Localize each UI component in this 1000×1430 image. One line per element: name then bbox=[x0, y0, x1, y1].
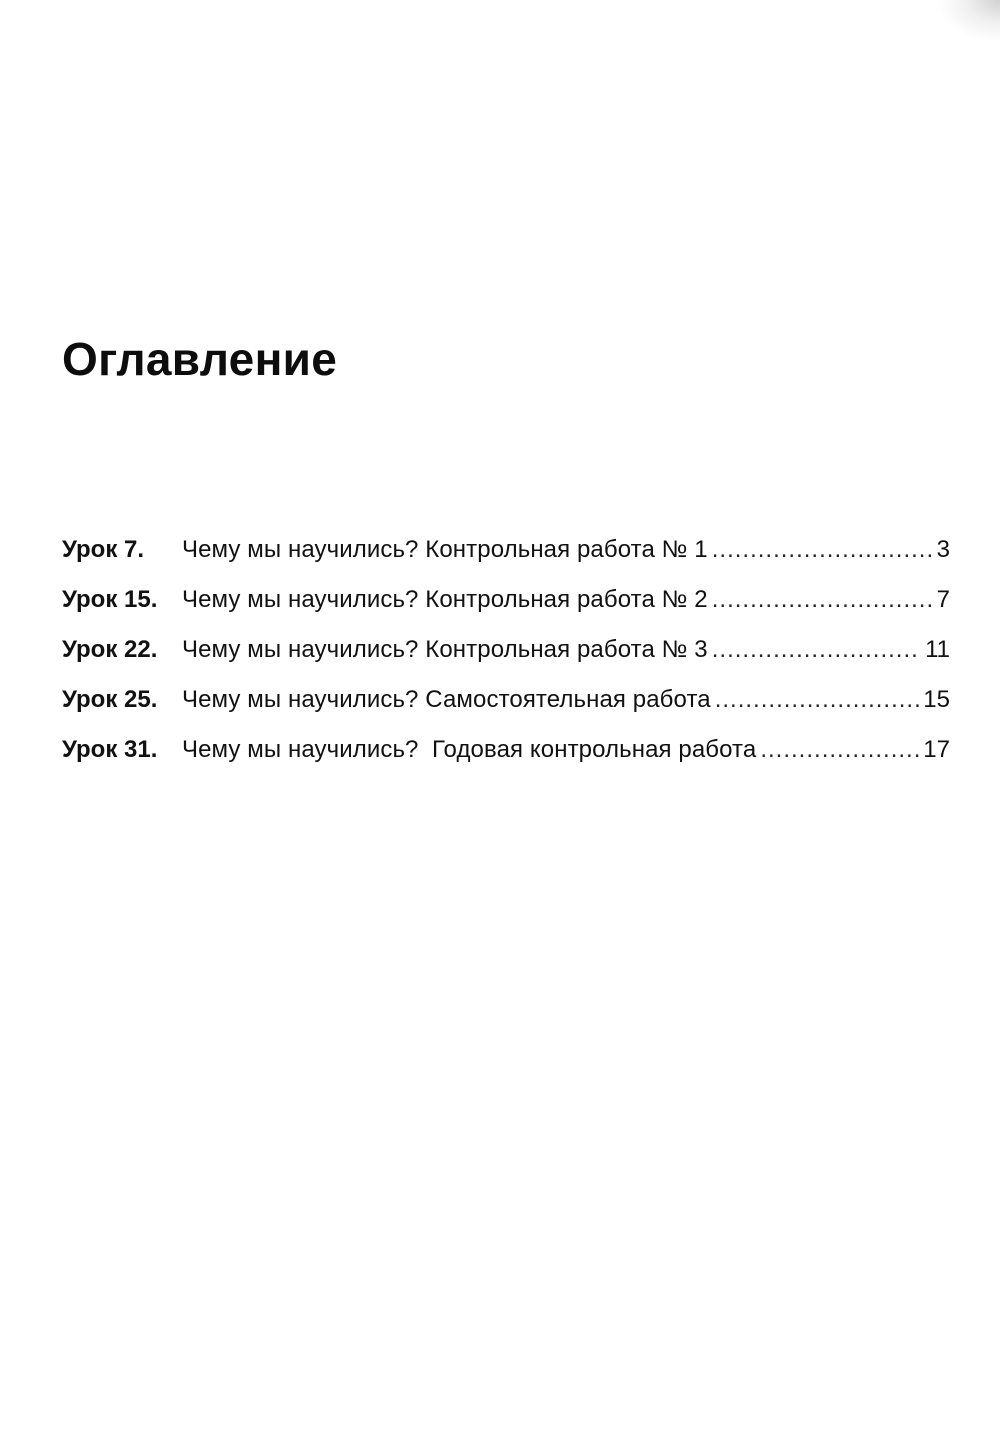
toc-dot-leader bbox=[715, 680, 920, 720]
toc-entry-lesson-7[interactable] bbox=[62, 530, 950, 580]
toc-entry-title: Чему мы научились? Контрольная работа № 1 bbox=[182, 536, 708, 563]
toc-entry-title: Чему мы научились? Контрольная работа № 2 bbox=[182, 586, 708, 613]
toc-entry-title: Чему мы научились? Самостоятельная работа bbox=[182, 686, 711, 713]
toc-page-number: 3 bbox=[936, 536, 950, 563]
toc-entry-lesson-25[interactable] bbox=[62, 680, 950, 730]
toc-lesson-number: Урок 7. bbox=[62, 536, 145, 563]
toc-dot-leader bbox=[712, 580, 933, 620]
toc-page-number: 15 bbox=[923, 686, 950, 713]
toc-entry-title: Чему мы научились? Годовая контрольная работа bbox=[182, 736, 757, 763]
toc-lesson-number: Урок 31. bbox=[62, 736, 158, 763]
toc-entry-lesson-22[interactable] bbox=[62, 630, 950, 680]
toc-entry-lesson-15[interactable] bbox=[62, 580, 950, 630]
toc-entry-lesson-31[interactable] bbox=[62, 730, 950, 780]
toc-dot-leader bbox=[712, 530, 933, 570]
toc-dot-leader bbox=[760, 730, 919, 770]
toc-page-number: 17 bbox=[923, 736, 950, 763]
toc-entry-title: Чему мы научились? Контрольная работа № 3 bbox=[182, 636, 708, 663]
toc-lesson-number: Урок 15. bbox=[62, 586, 158, 613]
toc-dot-leader bbox=[712, 630, 921, 670]
toc-lesson-number: Урок 25. bbox=[62, 686, 158, 713]
page-title: Оглавление bbox=[62, 333, 338, 385]
table-of-contents bbox=[62, 530, 950, 780]
scan-shadow bbox=[940, 0, 1000, 40]
toc-lesson-number: Урок 22. bbox=[62, 636, 158, 663]
toc-page-number: 11 bbox=[925, 636, 950, 663]
toc-page-number: 7 bbox=[936, 586, 950, 613]
